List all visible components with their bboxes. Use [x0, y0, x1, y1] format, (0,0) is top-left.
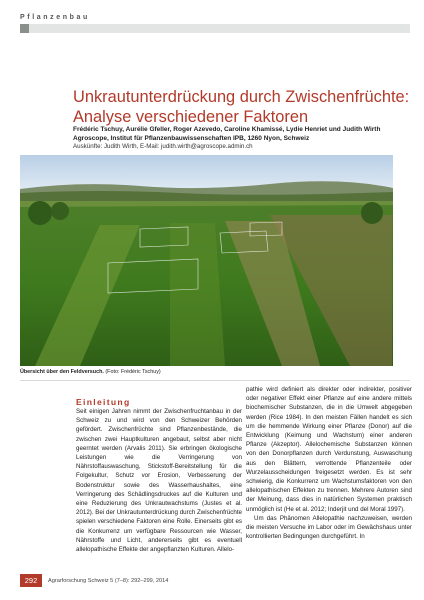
- paragraph: pathie wird definiert als direkter oder indirekter, positiver oder negativer Effekt einer Pflanze auf eine andere mittels biochemischer Substanzen, die in die Umwelt abgegeben werden (Rice 1984). In den meisten Fällen handelt es sich um die hemmende Wirkung einer Pflanze (Donor) auf die Entwicklung (Keimung und Wachstum) einer anderen Pflanze (Akzeptor). Allelochemische Substanzen können von den Donorpflanzen durch Verdunstung, Auswaschung aus den Blättern, verrottende Pflanzenteile oder Wurzelausscheidungen freigesetzt werden. Es ist sehr schwierig, die Konkurrenz um Wachstumsfaktoren von den allelopathischen Effekten zu trennen. Mehrere Autoren sind der Meinung, dass dies in natürlichen Systemen praktisch unmöglich ist (He et al. 2012; Inderjit und del Moral 1997).: [246, 386, 412, 513]
- article-authors: [73, 125, 413, 143]
- field-trial-photo: [20, 155, 393, 366]
- text-column-right: [246, 385, 412, 541]
- section-header-marker: [20, 24, 29, 33]
- section-title: Einleitung: [76, 397, 131, 408]
- journal-citation: Agrarforschung Schweiz 5 (7–8): 292–299, 2014: [48, 578, 169, 584]
- author-list: Frédéric Tschuy, Aurélie Gfeller, Roger Azevedo, Caroline Khamissé, Lydie Henriet und Judith Wirth: [73, 126, 381, 133]
- caption-credit: (Foto: Frédéric Tschuy): [105, 369, 161, 375]
- author-affiliation: Agroscope, Institut für Pflanzenbauwissenschaften IPB, 1260 Nyon, Schweiz: [73, 135, 310, 142]
- caption-text: Übersicht über den Feldversuch.: [20, 369, 104, 375]
- paragraph: Um das Phänomen Allelopathie nachzuweisen, werden die meisten Versuche im Labor oder im Gewächshaus unter kontrollierten Bedingungen durchgeführt. In: [246, 514, 412, 541]
- contact-info: Auskünfte: Judith Wirth, E-Mail: judith.wirth@agroscope.admin.ch: [73, 143, 253, 150]
- section-header-bar: [20, 24, 410, 33]
- text-column-left: [76, 407, 242, 554]
- paragraph: Seit einigen Jahren nimmt der Zwischenfruchtanbau in der Schweiz zu und wird von den Schweizer Behörden gefördert. Zwischenfrüchte sind Pflanzenbestände, die zwischen zwei Hauptkulturen angebaut, selbst aber nicht geerntet werden (Arvalis 2011). Sie erbringen ökologische Leistungen wie die Verringerung von Nährstoffauswaschung, Stickstoff-Bereitstellung für die Folgekultur, Schutz vor Erosion, Verbesserung der Bodenstruktur sowie des Wasserhaushaltes, eine Verringerung des Schädlingsdruckes auf die Kulturen und eine Reduzierung des Unkrautwachstums (Justes et al. 2012). Bei der Unkrautunterdrückung durch Zwischenfrüchte spielen verschiedene Faktoren eine Rolle. Einerseits gibt es die Konkurrenz um verfügbare Ressourcen wie Wasser, Nährstoffe und Licht, andererseits gibt es eventuell allelopathische Effekte der angepflanzten Kulturen. Allelo-: [76, 408, 242, 554]
- section-header: Pflanzenbau: [20, 14, 90, 21]
- page-number: 292: [20, 574, 42, 587]
- article-title: Unkrautunterdrückung durch Zwischenfrüchte: Analyse verschiedener Faktoren: [73, 87, 410, 126]
- divider: [20, 380, 410, 381]
- figure-caption: [20, 369, 393, 376]
